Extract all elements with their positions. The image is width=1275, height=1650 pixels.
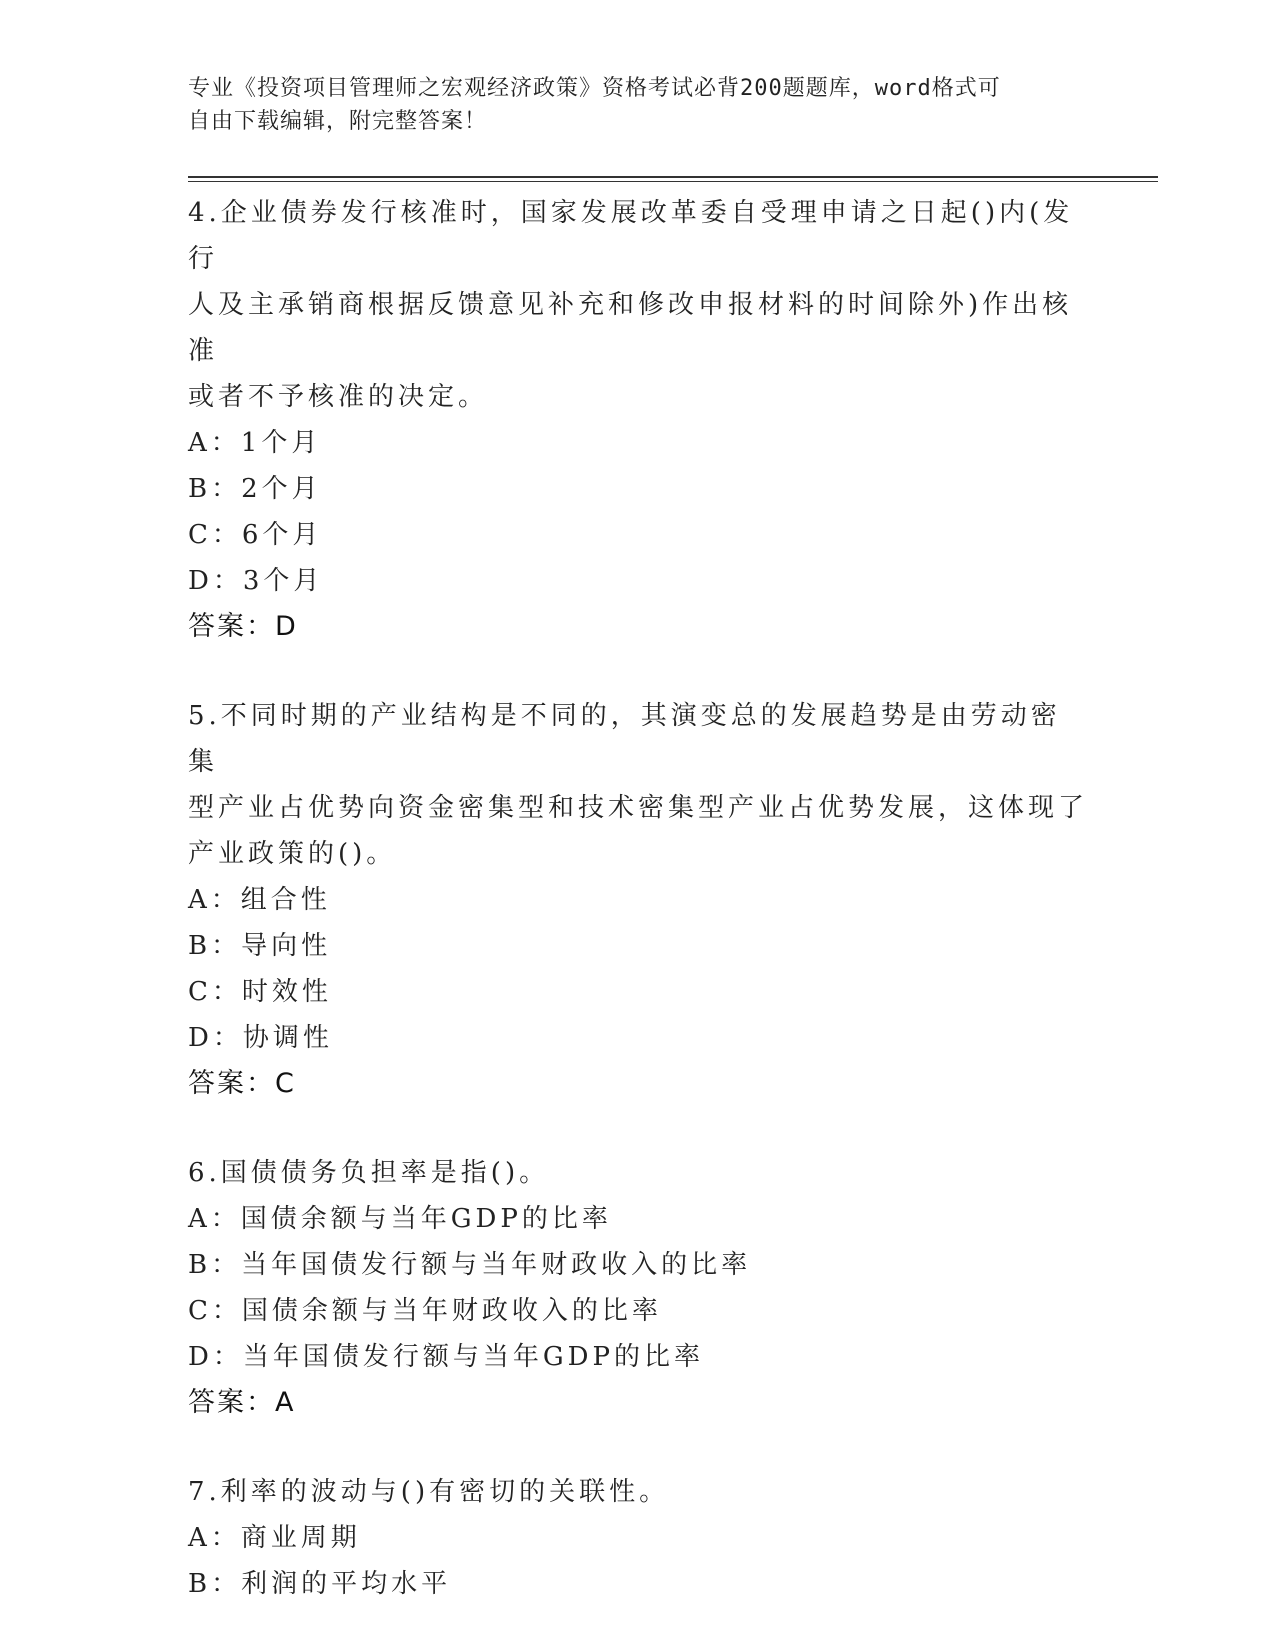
header-divider-thick (188, 176, 1158, 178)
option-b: B：2个月 (188, 474, 322, 504)
header-divider-thin (188, 181, 1158, 182)
document-header (188, 72, 1068, 138)
option-b: B：利润的平均水平 (188, 1569, 452, 1599)
question-stem-line: 7.利率的波动与()有密切的关联性。 (188, 1477, 670, 1507)
option-b: B：导向性 (188, 931, 332, 961)
question-6 (188, 1150, 1088, 1426)
question-stem-line: 人及主承销商根据反馈意见补充和修改申报材料的时间除外)作出核准 (188, 290, 1073, 366)
question-stem-line: 或者不予核准的决定。 (188, 382, 489, 412)
option-d: D：3个月 (188, 566, 324, 596)
question-stem-line: 4.企业债券发行核准时，国家发展改革委自受理申请之日起()内(发行 (188, 198, 1074, 274)
question-7 (188, 1469, 1088, 1607)
question-stem-line: 型产业占优势向资金密集型和技术密集型产业占优势发展，这体现了 (188, 793, 1089, 823)
option-a: A：1个月 (188, 428, 322, 458)
option-d: D：当年国债发行额与当年GDP的比率 (188, 1342, 704, 1372)
option-b: B：当年国债发行额与当年财政收入的比率 (188, 1250, 752, 1280)
answer-line: 答案：C (188, 1068, 296, 1099)
option-a: A：商业周期 (188, 1523, 361, 1553)
questions-list (188, 190, 1088, 1650)
option-a: A：组合性 (188, 885, 331, 915)
option-c: C：6个月 (188, 520, 323, 550)
header-line-2: 自由下载编辑，附完整答案！ (188, 109, 488, 134)
question-stem-line: 产业政策的()。 (188, 839, 397, 869)
question-stem-line: 5.不同时期的产业结构是不同的，其演变总的发展趋势是由劳动密集 (188, 701, 1061, 777)
question-stem-line: 6.国债债务负担率是指()。 (188, 1158, 550, 1188)
option-d: D：协调性 (188, 1023, 333, 1053)
header-line-1: 专业《投资项目管理师之宏观经济政策》资格考试必背200题题库，word格式可 (188, 76, 1001, 101)
question-5 (188, 693, 1088, 1107)
option-c: C：时效性 (188, 977, 332, 1007)
option-a: A：国债余额与当年GDP的比率 (188, 1204, 612, 1234)
answer-line: 答案：D (188, 611, 298, 642)
question-4 (188, 190, 1088, 650)
option-c: C：国债余额与当年财政收入的比率 (188, 1296, 662, 1326)
answer-line: 答案：A (188, 1387, 296, 1418)
